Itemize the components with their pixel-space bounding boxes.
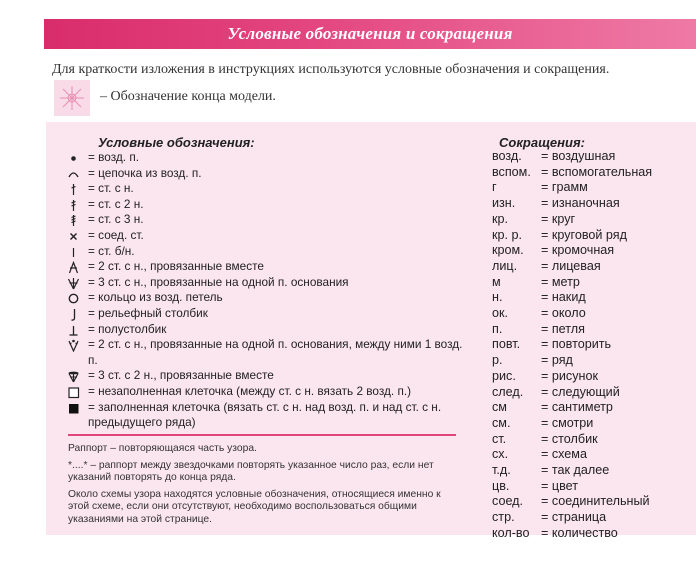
abbr-meaning: = воздушная [541,149,616,163]
list-item [58,275,468,291]
abbr-meaning: = грамм [541,180,588,195]
tr-icon [58,197,88,212]
title-banner [44,19,696,49]
list-item [492,322,652,338]
abbr: кол-во [492,525,530,540]
symbol-meaning: = ст. с н. [88,181,134,196]
symbol-meaning: = ст. б/н. [88,243,135,258]
abbr: цв. [492,478,510,493]
list-item [492,243,652,259]
note-general: Около схемы узора находятся условные обозначения, относящиеся именно к этой схеме, если они отсутствуют, необходимо воспользоваться общими указаниями на этой странице. [68,488,441,525]
symbol-meaning: = 3 ст. с н., провязанные на одной п. основания [88,274,349,289]
dot-icon [58,150,88,165]
symbol-meaning: = возд. п. [88,150,139,164]
abbr-meaning: = ряд [541,353,573,368]
abbr-meaning: = изнаночная [541,196,620,211]
abbr-meaning: = вспомогательная [541,164,653,179]
note-rapport: Раппорт – повторяющаяся часть узора. [68,443,257,454]
symbol-meaning: = 2 ст. с н., провязанные на одной п. основания, между ними 1 возд. п. [88,337,463,367]
empty-square-icon [58,384,88,399]
symbol-meaning: = 2 ст. с н., провязанные вместе [88,259,264,274]
list-item [492,290,652,306]
abbr: сх. [492,447,509,462]
abbr-meaning: = схема [541,447,587,462]
symbols-list [58,150,468,431]
intro-text: Для краткости изложения в инструкциях используются условные обозначения и сокращения. [52,62,610,77]
list-item [492,228,652,244]
abbr-meaning: = повторить [541,337,612,352]
abbr: след. [492,384,524,399]
abbr-meaning: = кромочная [541,243,615,258]
symbol-meaning: = ст. с 2 н. [88,196,144,211]
dc-icon [58,181,88,196]
abbr-meaning: = петля [541,321,585,336]
list-item [58,212,468,228]
symbol-meaning: = заполненная клеточка (вязать ст. с н. над возд. п. и над ст. с н. предыдущего ряда) [88,399,442,430]
abbr: стр. [492,510,515,525]
list-item [492,479,652,495]
end-of-model-label: – Обозначение конца модели. [100,89,276,104]
vstitch-icon [58,337,88,352]
ring-icon [58,290,88,305]
list-item [492,385,652,401]
abbr-meaning: = соединительный [541,494,650,509]
symbol-meaning: = полустолбик [88,321,167,336]
page-title: Условные обозначения и сокращения [227,24,513,43]
abbr-meaning: = столбик [541,431,598,446]
abbr-meaning: = накид [541,290,586,305]
symbol-meaning: = незаполненная клеточка (между ст. с н. вязать 2 возд. п.) [88,383,412,398]
abbr: ок. [492,306,509,321]
list-item [58,306,468,322]
abbr-meaning: = сантиметр [541,400,613,415]
abbr: н. [492,290,503,305]
abbr-meaning: = рисунок [541,368,598,383]
note-asterisks: *....* – раппорт между звездочками повторять указанное число раз, если нет указаний повторять до конца ряда. [68,459,434,484]
list-item [492,212,652,228]
abbr: рис. [492,368,516,383]
list-item [492,494,652,510]
symbol-meaning: = рельефный столбик [88,305,208,320]
abbr: м [492,274,501,289]
list-item [58,166,468,182]
abbr: соед. [492,494,524,509]
abbr: лиц. [492,258,518,273]
abbr-meaning: = метр [541,274,580,289]
list-item [492,463,652,479]
abbr: р. [492,353,503,368]
abbr: кр. р. [492,227,523,242]
abbr: повт. [492,337,521,352]
abbr-meaning: = количество [541,525,618,540]
list-item [492,400,652,416]
cross-icon [58,228,88,243]
list-item [58,400,468,431]
symbol-meaning: = 3 ст. с 2 н., провязанные вместе [88,368,274,383]
abbreviations-heading: Сокращения: [499,135,585,150]
abbr: вспом. [492,164,531,179]
list-item [492,196,652,212]
hdc-icon [58,322,88,337]
list-item [492,337,652,353]
abbr: возд. [492,149,522,163]
symbol-meaning: = соед. ст. [88,227,144,242]
list-item [58,228,468,244]
list-item [492,275,652,291]
arc-icon [58,166,88,181]
abbr: т.д. [492,463,511,478]
list-item [58,259,468,275]
abbr-meaning: = следующий [541,384,620,399]
abbr: изн. [492,196,516,211]
symbol-meaning: = цепочка из возд. п. [88,165,202,180]
abbreviations-list [492,149,652,542]
end-of-model-icon [54,80,90,116]
list-item [492,180,652,196]
filled-square-icon [58,400,88,415]
list-item [58,322,468,338]
dc2tog-icon [58,259,88,274]
symbols-heading: Условные обозначения: [98,135,255,150]
notes [68,443,463,531]
list-item [492,447,652,463]
abbr-meaning: = так далее [541,463,610,478]
list-item [492,510,652,526]
list-item [58,181,468,197]
shell3-icon [58,275,88,290]
list-item [492,306,652,322]
divider [68,434,456,436]
list-item [492,353,652,369]
abbr: см. [492,415,511,430]
abbr-meaning: = цвет [541,478,578,493]
list-item [58,384,468,400]
list-item [492,259,652,275]
list-item [492,416,652,432]
list-item [58,150,468,166]
cluster3-icon [58,368,88,383]
abbr: кром. [492,243,524,258]
list-item [492,165,652,181]
list-item [58,337,468,368]
abbr-meaning: = круговой ряд [541,227,627,242]
list-item [58,368,468,384]
list-item [492,369,652,385]
abbr-meaning: = лицевая [541,258,601,273]
abbr-meaning: = около [541,306,586,321]
abbr-meaning: = круг [541,211,576,226]
post-icon [58,306,88,321]
dtr-icon [58,212,88,227]
bar-icon [58,244,88,259]
list-item [492,149,652,165]
list-item [58,290,468,306]
list-item [492,526,652,542]
symbol-meaning: = ст. с 3 н. [88,212,144,227]
abbr: ст. [492,431,507,446]
abbr: п. [492,321,503,336]
list-item [58,244,468,260]
abbr: см [492,400,507,415]
symbol-meaning: = кольцо из возд. петель [88,290,223,305]
list-item [492,432,652,448]
abbr-meaning: = страница [541,510,607,525]
abbr: г [492,180,497,195]
list-item [58,197,468,213]
abbr: кр. [492,211,509,226]
abbr-meaning: = смотри [541,415,594,430]
